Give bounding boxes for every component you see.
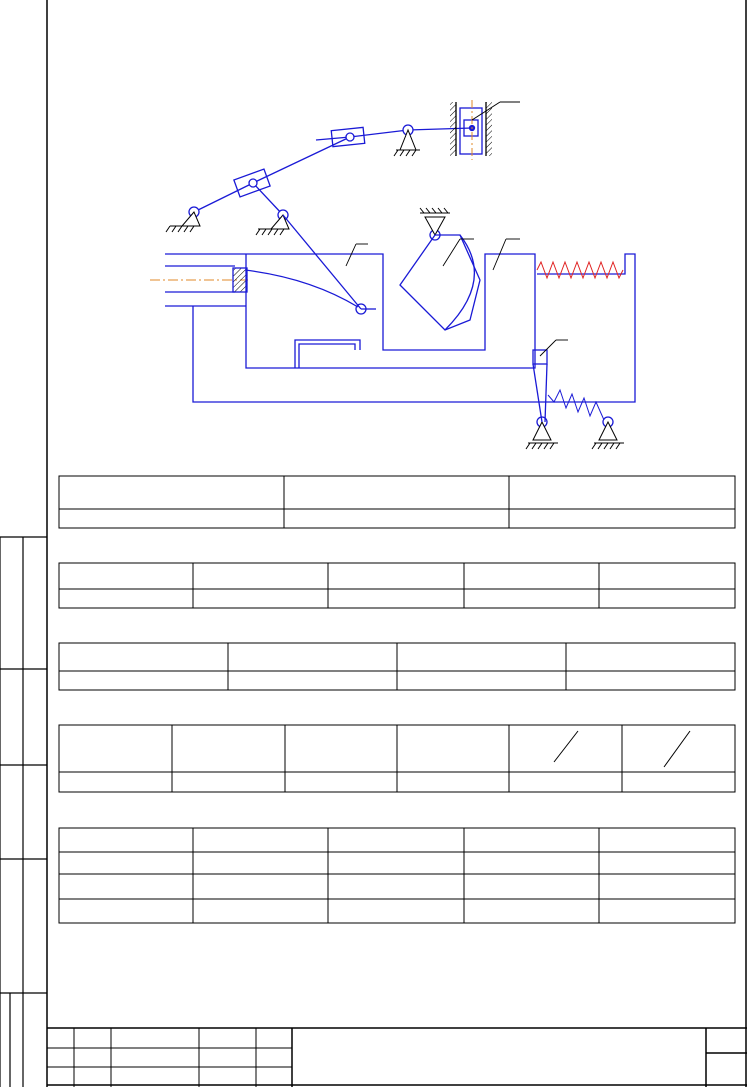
- mechanism-diagram: [150, 100, 635, 449]
- springs: [537, 262, 623, 420]
- table-2: [59, 563, 735, 608]
- binding-strip: [0, 537, 47, 1087]
- main-body: [193, 215, 635, 422]
- cylinder-rod: [150, 254, 248, 306]
- title-block: [47, 1028, 747, 1087]
- table-4: [59, 725, 735, 792]
- data-tables: [59, 476, 735, 923]
- slider-guide: [450, 100, 520, 160]
- table-5: [59, 828, 735, 923]
- upper-linkage: [194, 127, 472, 215]
- joint-nodes: [189, 125, 613, 427]
- table-1: [59, 476, 735, 528]
- sheet-frame: [47, 0, 747, 1087]
- table-3: [59, 643, 735, 690]
